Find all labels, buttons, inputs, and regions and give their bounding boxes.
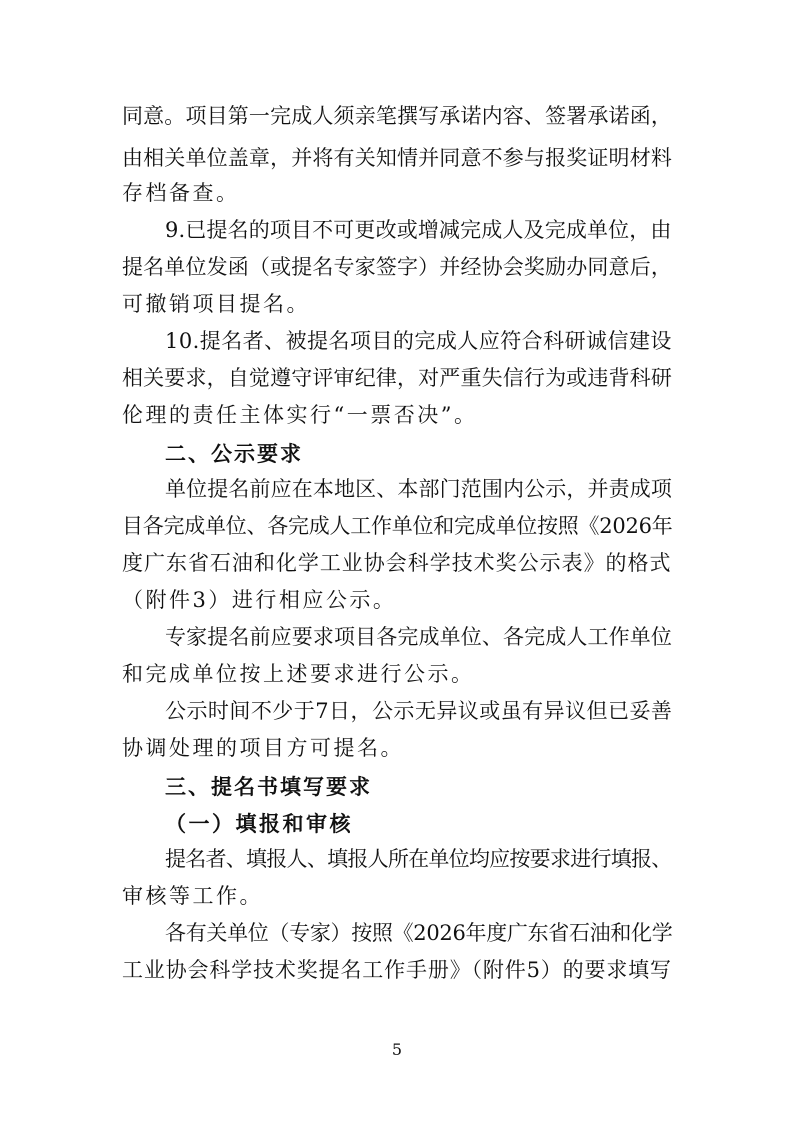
paragraph-line: 9.已提名的项目不可更改或增减完成人及完成单位，由 <box>165 218 672 242</box>
paragraph-line: 公示时间不少于7日，公示无异议或虽有异议但已妥善 <box>165 699 673 723</box>
paragraph-line: 提名单位发函（或提名专家签字）并经协会奖励办同意后， <box>122 255 672 279</box>
paragraph-line: 由相关单位盖章，并将有关知情并同意不参与报奖证明材料 <box>122 146 672 170</box>
paragraph-line: 10.提名者、被提名项目的完成人应符合科研诚信建设 <box>165 329 672 353</box>
paragraph-line: 专家提名前应要求项目各完成单位、各完成人工作单位 <box>165 625 672 649</box>
paragraph-line: 提名者、填报人、填报人所在单位均应按要求进行填报、 <box>165 847 672 871</box>
subsection-heading: （一）填报和审核 <box>165 811 353 836</box>
page-number: 5 <box>391 1040 403 1059</box>
paragraph-line: 单位提名前应在本地区、本部门范围内公示，并责成项 <box>165 477 672 501</box>
section-heading: 二、公示要求 <box>165 442 303 466</box>
paragraph-line: 工业协会科学技术奖提名工作手册》（附件5）的要求填写 <box>122 958 672 982</box>
paragraph-line: 伦理的责任主体实行“一票否决”。 <box>122 403 478 427</box>
paragraph-line: 目各完成单位、各完成人工作单位和完成单位按照《2026年 <box>122 514 673 538</box>
paragraph-line: 存档备查。 <box>122 181 240 205</box>
paragraph-line: 协调处理的项目方可提名。 <box>122 736 404 760</box>
paragraph-line: 可撤销项目提名。 <box>122 292 310 316</box>
paragraph-line: 各有关单位（专家）按照《2026年度广东省石油和化学 <box>165 921 673 945</box>
paragraph-line: （附件3）进行相应公示。 <box>122 588 397 612</box>
section-heading: 三、提名书填写要求 <box>165 775 372 799</box>
paragraph-line: 度广东省石油和化学工业协会科学技术奖公示表》的格式 <box>122 551 672 575</box>
paragraph-line: 同意。项目第一完成人须亲笔撰写承诺内容、签署承诺函， <box>122 104 672 128</box>
paragraph-line: 相关要求，自觉遵守评审纪律，对严重失信行为或违背科研 <box>122 366 672 390</box>
paragraph-line: 和完成单位按上述要求进行公示。 <box>122 662 475 686</box>
paragraph-line: 审核等工作。 <box>122 884 263 908</box>
